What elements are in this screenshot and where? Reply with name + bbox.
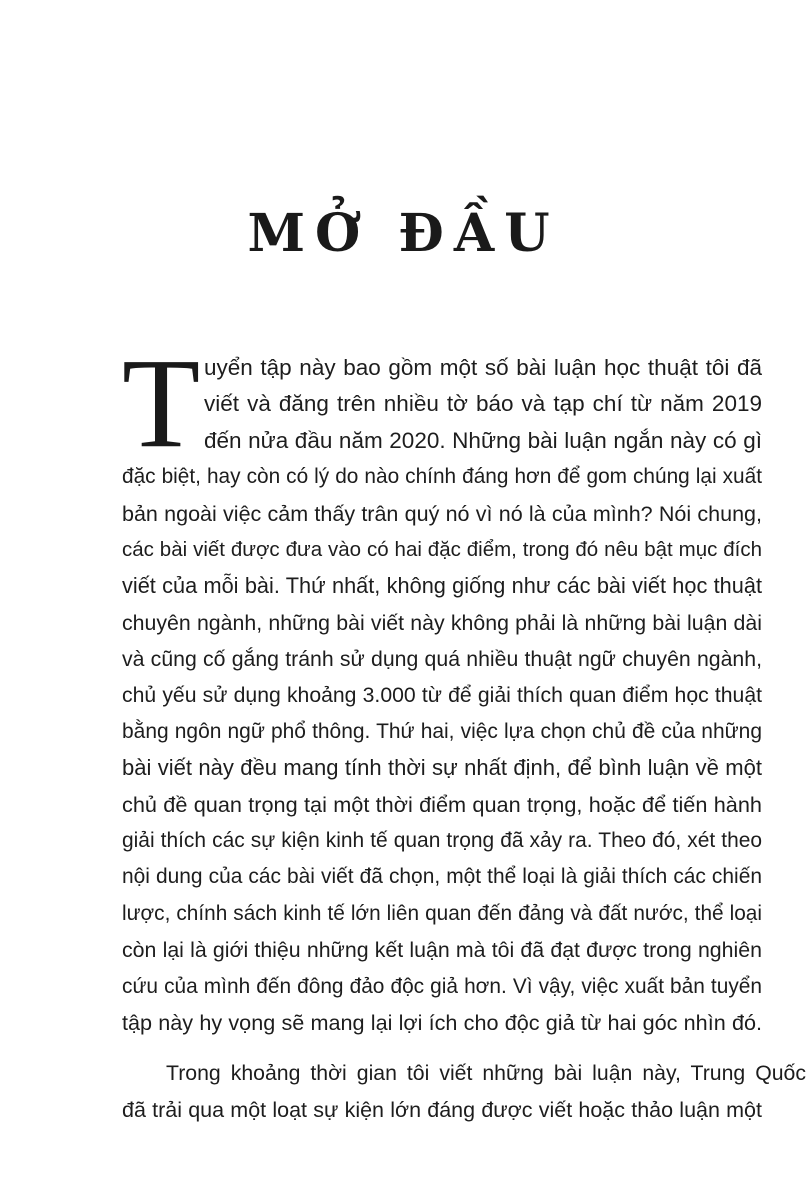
text-line: chủ đề quan trọng tại một thời điểm quan trọng, hoặc để tiến hành [122, 791, 762, 817]
text-line: đặc biệt, hay còn có lý do nào chính đáng hơn để gom chúng lại xuất [122, 465, 762, 489]
chapter-title: MỞ ĐẦU [247, 203, 560, 264]
text-line: và cũng cố gắng tránh sử dụng quá nhiều thuật ngữ chuyên ngành, [122, 647, 762, 672]
text-line: Trong khoảng thời gian tôi viết những bài luận này, Trung Quốc [166, 1061, 806, 1086]
drop-cap: T [122, 332, 201, 474]
body-text [122, 332, 806, 1128]
paragraph-gap [122, 1041, 762, 1055]
text-line: bản ngoài việc cảm thấy trân quý nó vì nó là của mình? Nói chung, [122, 501, 762, 526]
text-line: lược, chính sách kinh tế lớn liên quan đến đảng và đất nước, thể loại [122, 901, 762, 925]
text-line: đã trải qua một loạt sự kiện lớn đáng được viết hoặc thảo luận một [122, 1097, 762, 1122]
text-line: còn lại là giới thiệu những kết luận mà tôi đã đạt được trong nghiên [122, 938, 762, 963]
text-line: bài viết này đều mang tính thời sự nhất định, để bình luận về một [122, 755, 762, 781]
text-line: tập này hy vọng sẽ mang lại lợi ích cho độc giả từ hai góc nhìn đó. [122, 1010, 762, 1036]
text-line: cứu của mình đến đông đảo độc giả hơn. Vì vậy, việc xuất bản tuyển [122, 974, 762, 998]
text-line: uyển tập này bao gồm một số bài luận học thuật tôi đã [204, 355, 762, 380]
text-line: viết của mỗi bài. Thứ nhất, không giống như các bài viết học thuật [122, 573, 762, 599]
paragraph-1 [122, 332, 762, 1041]
text-line: đến nửa đầu năm 2020. Những bài luận ngắn này có gì [204, 427, 762, 453]
text-line: chuyên ngành, những bài viết này không phải là những bài luận dài [122, 610, 762, 635]
text-line: viết và đăng trên nhiều tờ báo và tạp chí từ năm 2019 [204, 391, 762, 417]
text-line: các bài viết được đưa vào có hai đặc điểm, trong đó nêu bật mục đích [122, 537, 762, 561]
text-line: bằng ngôn ngữ phổ thông. Thứ hai, việc lựa chọn chủ đề của những [122, 719, 762, 743]
paragraph-2 [122, 1055, 806, 1128]
text-line: giải thích các sự kiện kinh tế quan trọng đã xảy ra. Theo đó, xét theo [122, 829, 762, 853]
text-line: chủ yếu sử dụng khoảng 3.000 từ để giải thích quan điểm học thuật [122, 683, 762, 707]
text-line: nội dung của các bài viết đã chọn, một thể loại là giải thích các chiến [122, 865, 762, 889]
